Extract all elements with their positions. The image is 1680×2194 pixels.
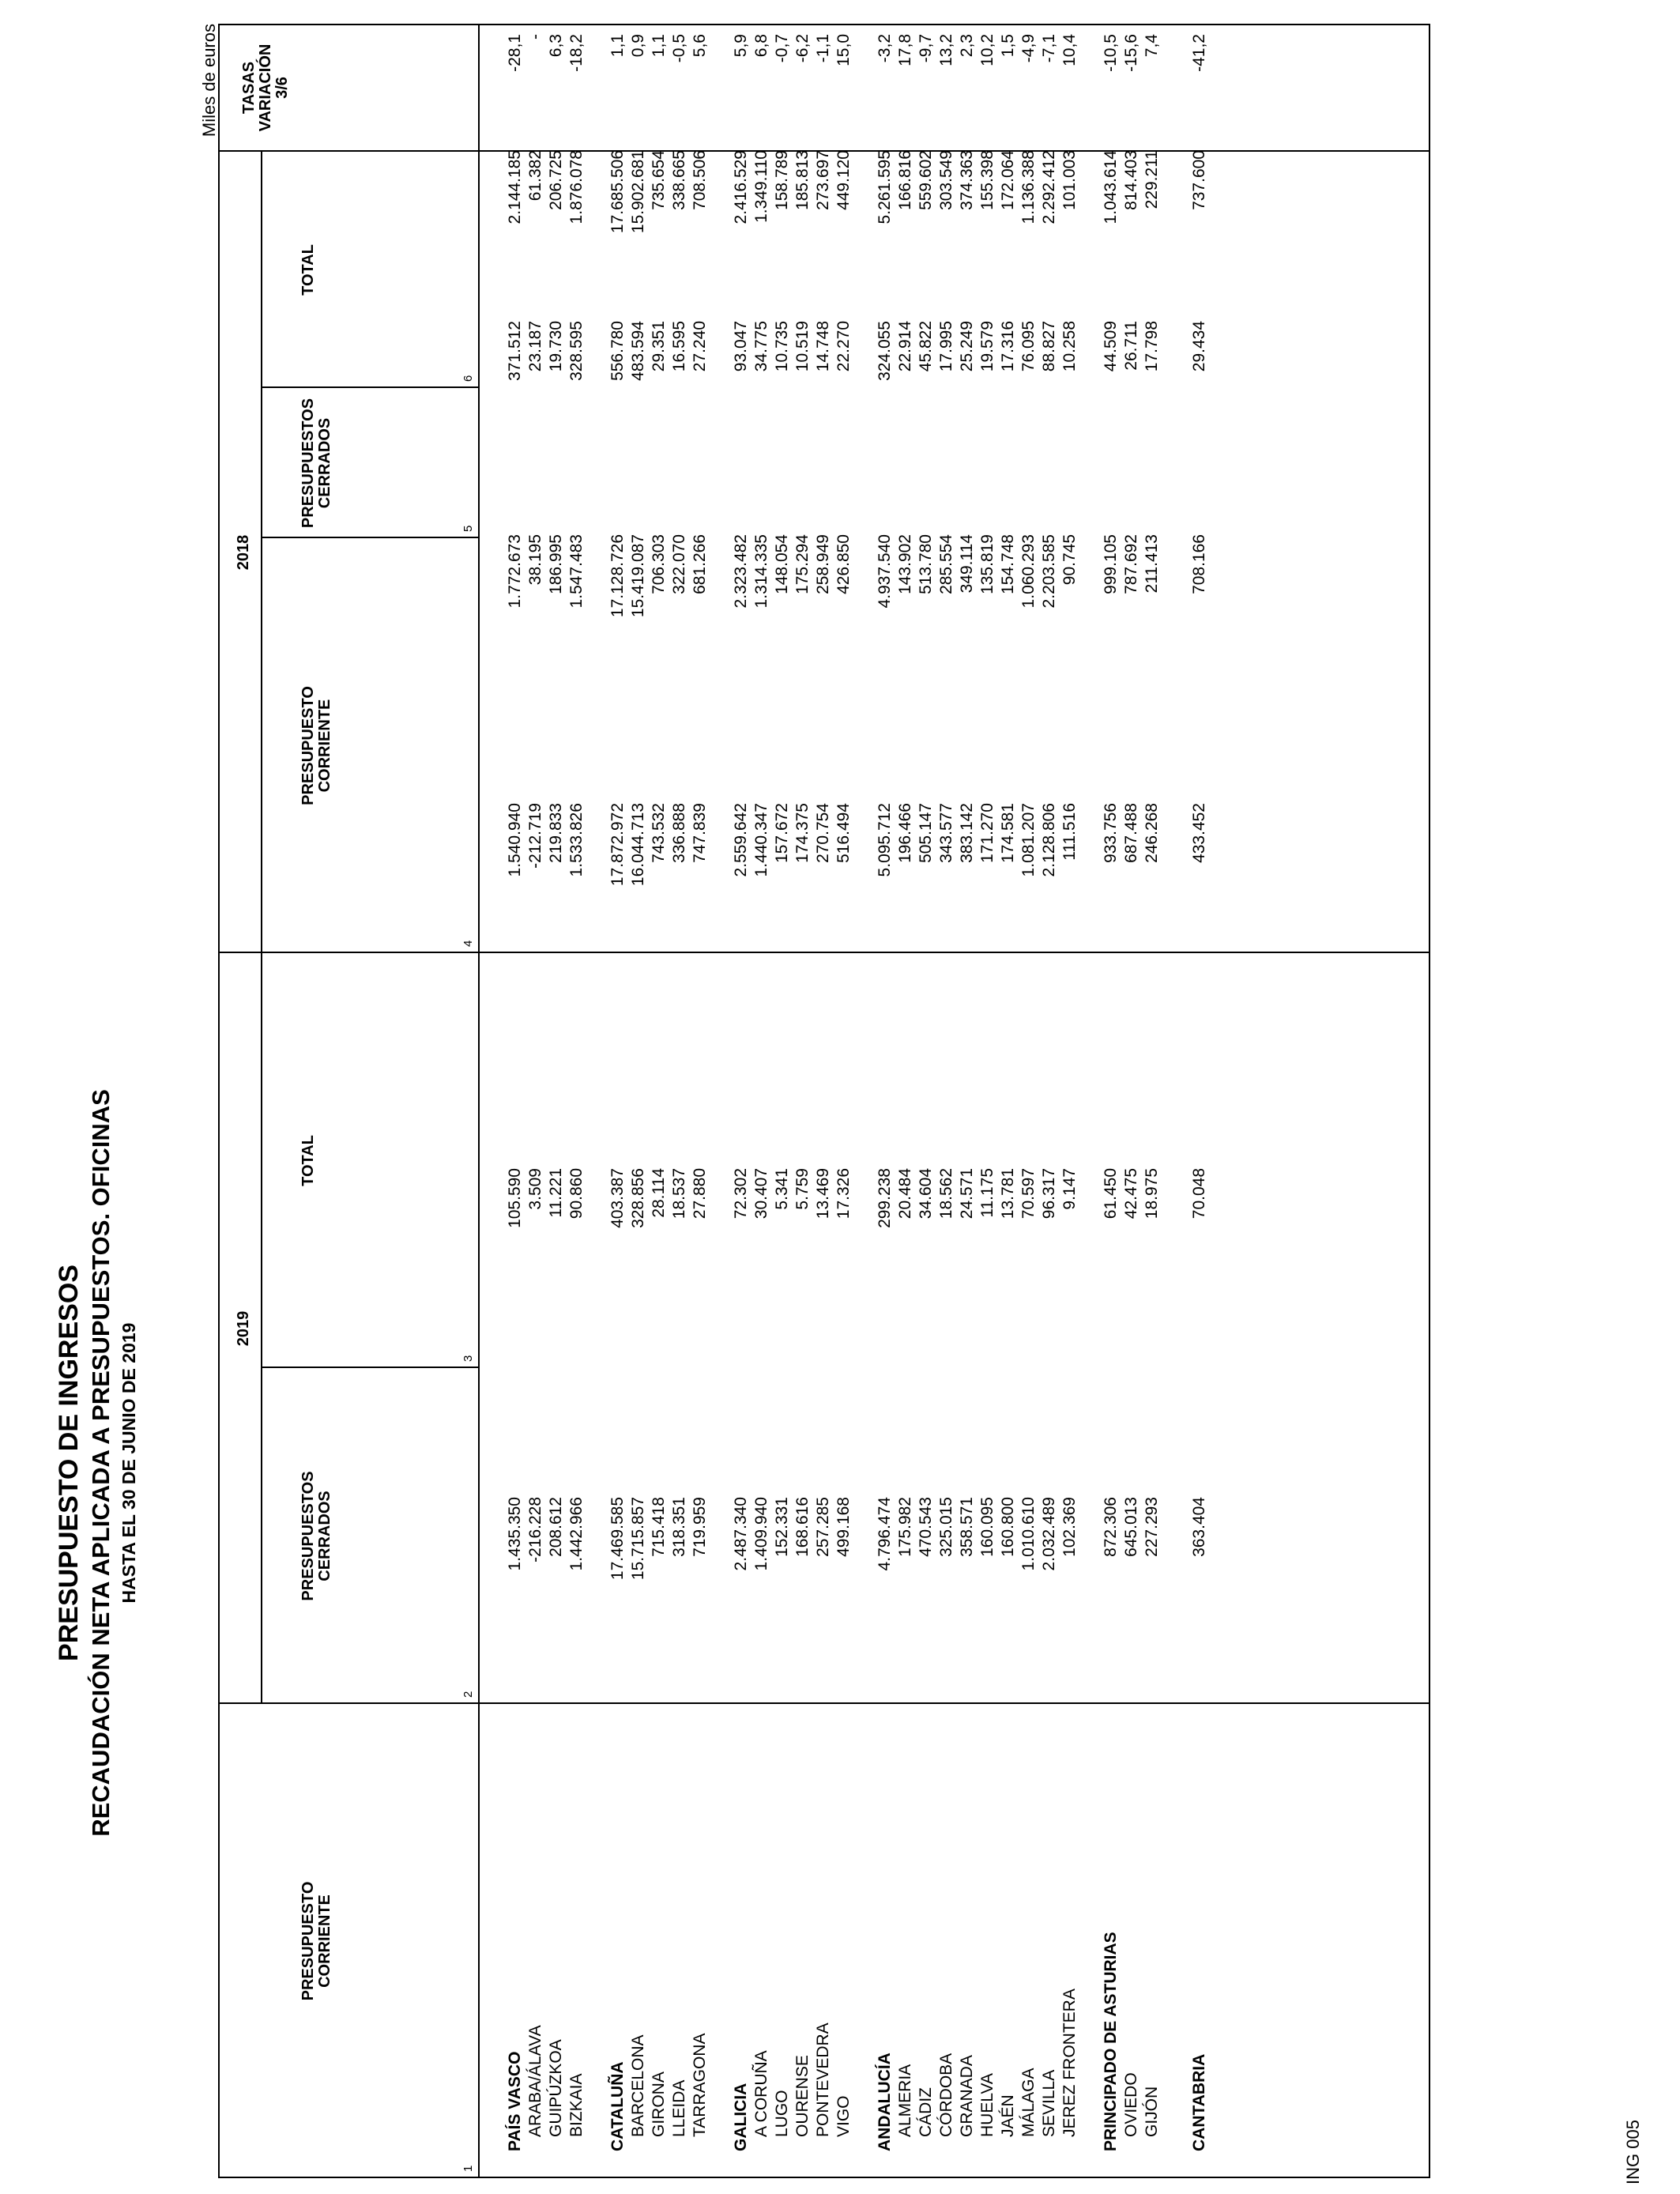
cell-value: 1.533.826 [567,803,586,877]
cell-value: 358.571 [958,1497,976,1557]
table-row [650,24,670,2178]
cell-value: 737.600 [1190,150,1208,210]
region-label: GALICIA [732,2083,750,2151]
cell-value: 5.759 [793,1168,812,1210]
cell-value: 270.754 [814,803,832,863]
cell-value: 299.238 [876,1168,894,1228]
cell-value: 1.081.207 [1019,803,1038,877]
table-row [1102,24,1122,2178]
cell-value: 13,2 [937,34,955,66]
office-label: ALMERIA [896,2064,914,2137]
column-header: PRESUPUESTOS CERRADOS [299,398,333,529]
cell-value: 2.487.340 [732,1497,750,1571]
cell-value: 1.440.347 [752,803,770,877]
cell-value: 1.136.388 [1019,150,1038,224]
cell-value: 101.003 [1060,150,1079,210]
cell-value: 1.540.940 [506,803,524,877]
office-label: CÓRDOBA [937,2053,955,2137]
cell-value: 10.735 [773,321,791,372]
cell-value: 90.860 [567,1168,586,1220]
cell-value: 706.303 [650,534,668,594]
cell-value: 96.317 [1040,1168,1058,1220]
cell-value: 433.452 [1190,803,1208,863]
cell-value: -9,7 [917,34,935,63]
cell-value: 6,3 [547,34,565,58]
table-row [1190,24,1211,2178]
column-header: TOTAL [299,244,317,296]
cell-value: 70.597 [1019,1168,1038,1220]
cell-value: 0,9 [629,34,647,58]
cell-value: -6,2 [793,34,812,63]
cell-value: 2.416.529 [732,150,750,224]
table-row [958,24,978,2178]
cell-value: 2.559.642 [732,803,750,877]
cell-value: 26.711 [1122,321,1140,371]
cell-value: -212.719 [526,803,544,869]
cell-value: 1.772.673 [506,534,524,609]
cell-value: 687.488 [1122,803,1140,863]
cell-value: 219.833 [547,803,565,863]
cell-value: -0,5 [670,34,688,63]
column-number: 4 [461,940,475,947]
cell-value: 872.306 [1102,1497,1120,1557]
office-label: LUGO [773,2090,791,2137]
date-line: HASTA EL 30 DE JUNIO DE 2019 [119,1322,139,1604]
table-row [1019,24,1040,2178]
office-label: ARABA/ÁLAVA [526,2025,544,2137]
cell-value: 27.240 [691,321,709,372]
cell-value: 708.506 [691,150,709,210]
cell-value: 383.142 [958,803,976,863]
cell-value: 5,9 [732,34,750,58]
cell-value: -0,7 [773,34,791,63]
office-label: OURENSE [793,2055,812,2137]
cell-value: 318.351 [670,1497,688,1557]
cell-value: 273.697 [814,150,832,210]
cell-value: 787.692 [1122,534,1140,594]
cell-value: 152.331 [773,1497,791,1557]
cell-value: 10,4 [1060,34,1079,66]
cell-value: 303.549 [937,150,955,210]
cell-value: 513.780 [917,534,935,594]
cell-value: 29.351 [650,321,668,372]
page-subtitle: RECAUDACIÓN NETA APLICADA A PRESUPUESTOS. OFICINAS [87,1089,115,1837]
office-label: A CORUÑA [752,2050,770,2137]
year-2018-label: 2018 [235,534,252,571]
cell-value: 1.060.293 [1019,534,1038,609]
cell-value: 28.114 [650,1168,668,1218]
column-header: PRESUPUESTO CORRIENTE [299,1881,333,2001]
cell-value: 258.949 [814,534,832,594]
cell-value: 174.581 [999,803,1017,863]
table-row [567,24,588,2178]
cell-value: 1.442.966 [567,1497,586,1571]
cell-value: 3.509 [526,1168,544,1210]
cell-value: 168.616 [793,1497,812,1557]
cell-value: 10,2 [978,34,996,66]
cell-value: 10.258 [1060,321,1079,372]
table-row [547,24,567,2178]
office-label: LLEIDA [670,2079,688,2137]
cell-value: 246.268 [1143,803,1161,863]
cell-value: 22.270 [834,321,853,372]
cell-value: -18,2 [567,34,586,72]
cell-value: 2.203.585 [1040,534,1058,609]
cell-value: 17,8 [896,34,914,66]
cell-value: 449.120 [834,150,853,210]
cell-value: 1.409.940 [752,1497,770,1571]
cell-value: 556.780 [608,321,627,381]
units-label: Miles de euros [199,24,219,138]
year-2019-label: 2019 [235,1310,252,1347]
cell-value: 2.144.185 [506,150,524,224]
cell-value: 933.756 [1102,803,1120,863]
cell-value: 70.048 [1190,1168,1208,1220]
cell-value: 328.856 [629,1168,647,1228]
cell-value: 19.579 [978,321,996,372]
cell-value: 1,1 [608,34,627,58]
cell-value: 19.730 [547,321,565,372]
header-bottom-rule [478,24,480,2178]
office-label: HUELVA [978,2073,996,2137]
cell-value: 160.800 [999,1497,1017,1557]
cell-value: 2.292.412 [1040,150,1058,224]
cell-value: 20.484 [896,1168,914,1220]
cell-value: 17.798 [1143,321,1161,372]
col5-header-border [261,537,478,538]
cell-value: -7,1 [1040,34,1058,63]
cell-value: 229.211 [1143,150,1161,209]
cell-value: 715.418 [650,1497,668,1557]
cell-value: 426.850 [834,534,853,594]
cell-value: 814.403 [1122,150,1140,210]
table-row [814,24,834,2178]
office-label: GIJÓN [1143,2086,1161,2137]
cell-value: 13.781 [999,1168,1017,1220]
region-label: CATALUÑA [608,2061,627,2151]
cell-value: 34.775 [752,321,770,372]
cell-value: 160.095 [978,1497,996,1557]
table-row [896,24,917,2178]
cell-value: 349.114 [958,534,976,594]
table-row [937,24,958,2178]
year-header-rule [261,152,262,1704]
cell-value: 25.249 [958,321,976,372]
cell-value: 719.959 [691,1497,709,1557]
cell-value: 15.419.087 [629,534,647,618]
cell-value: 343.577 [937,803,955,863]
cell-value: 16.044.713 [629,803,647,887]
office-label: JEREZ FRONTERA [1060,1989,1079,2137]
table-row [1122,24,1143,2178]
cell-value: 148.054 [773,534,791,594]
cell-value: 17.326 [834,1168,853,1220]
office-label: JAÉN [999,2094,1017,2137]
cell-value: 16.595 [670,321,688,372]
cell-value: 27.880 [691,1168,709,1220]
office-label: CÁDIZ [917,2087,935,2137]
office-label: SEVILLA [1040,2069,1058,2137]
cell-value: 158.789 [773,150,791,210]
column-header: PRESUPUESTO CORRIENTE [299,686,333,805]
cell-value: 743.532 [650,803,668,863]
table-row [629,24,650,2178]
region-label: PAÍS VASCO [506,2051,524,2151]
column-header: PRESUPUESTOS CERRADOS [299,1471,333,1601]
cell-value: 6,8 [752,34,770,58]
cell-value: 30.407 [752,1168,770,1220]
region-label: PRINCIPADO DE ASTURIAS [1102,1932,1120,2151]
cell-value: 9.147 [1060,1168,1079,1210]
cell-value: 34.604 [917,1168,935,1220]
page-title: PRESUPUESTO DE INGRESOS [54,1265,84,1661]
cell-value: 29.434 [1190,321,1208,372]
cell-value: 174.375 [793,803,812,863]
footer-code: ING 005 [1623,2120,1643,2185]
office-label: GRANADA [958,2055,976,2137]
cell-value: 15.902.681 [629,150,647,234]
cell-value: 371.512 [506,321,524,381]
cell-value: 13.469 [814,1168,832,1220]
cell-value: -4,9 [1019,34,1038,63]
cell-value: 499.168 [834,1497,853,1557]
cell-value: 38.195 [526,534,544,586]
cell-value: 322.070 [670,534,688,594]
cell-value: 76.095 [1019,321,1038,372]
cell-value: 185.813 [793,150,812,210]
cell-value: 171.270 [978,803,996,863]
cell-value: 483.594 [629,321,647,381]
cell-value: 72.302 [732,1168,750,1220]
office-label: GUIPÚZKOA [547,2039,565,2137]
column-number: 6 [461,375,475,382]
cell-value: 338.665 [670,150,688,210]
col2-header-border [261,1367,478,1368]
table-row [793,24,814,2178]
cell-value: 23.187 [526,321,544,372]
region-label: CANTABRIA [1190,2053,1208,2151]
cell-value: 4.937.540 [876,534,894,609]
column-number: 5 [461,525,475,532]
cell-value: -28,1 [506,34,524,72]
cell-value: 61.382 [526,150,544,202]
cell-value: 14.748 [814,321,832,372]
cell-value: -10,5 [1102,34,1120,72]
cell-value: 1.435.350 [506,1497,524,1571]
cell-value: 186.995 [547,534,565,594]
cell-value: 17.128.726 [608,534,627,618]
cell-value: 505.147 [917,803,935,863]
cell-value: 18.537 [670,1168,688,1220]
cell-value: 516.494 [834,803,853,863]
cell-value: 5.261.595 [876,150,894,224]
cell-value: 4.796.474 [876,1497,894,1571]
office-label: GIRONA [650,2071,668,2137]
cell-value: 102.369 [1060,1497,1079,1557]
cell-value: 90.745 [1060,534,1079,586]
cell-value: 403.387 [608,1168,627,1228]
table-row [526,24,547,2178]
cell-value: 1,5 [999,34,1017,58]
cell-value: 105.590 [506,1168,524,1228]
cell-value: 17.872.972 [608,803,627,887]
cell-value: 17.469.585 [608,1497,627,1581]
cell-value: 154.748 [999,534,1017,594]
cell-value: 135.819 [978,534,996,594]
office-label: PONTEVEDRA [814,2022,832,2137]
column-header: TASAS VARIACIÓN 3/6 [240,43,291,132]
cell-value: 175.294 [793,534,812,594]
office-label: TARRAGONA [691,2033,709,2137]
column-number: 3 [461,1355,475,1362]
cell-value: 196.466 [896,803,914,863]
cell-value: - [526,34,544,40]
cell-value: 470.543 [917,1497,935,1557]
table-row [834,24,855,2178]
cell-value: -1,1 [814,34,832,63]
cell-value: 1.010.610 [1019,1497,1038,1571]
cell-value: 374.363 [958,150,976,210]
table-row [1060,24,1081,2178]
cell-value: 999.105 [1102,534,1120,594]
cell-value: 42.475 [1122,1168,1140,1220]
cell-value: 1.043.614 [1102,150,1120,224]
cell-value: 5.095.712 [876,803,894,877]
table-row [608,24,629,2178]
cell-value: 336.888 [670,803,688,863]
cell-value: 15.715.857 [629,1497,647,1581]
cell-value: 1.876.078 [567,150,586,224]
region-label: ANDALUCÍA [876,2053,894,2151]
cell-value: -3,2 [876,34,894,63]
cell-value: 211.413 [1143,534,1161,594]
cell-value: 44.509 [1102,321,1120,372]
cell-value: 2.323.482 [732,534,750,609]
cell-value: 111.516 [1060,803,1079,861]
cell-value: 17.316 [999,321,1017,372]
cell-value: 88.827 [1040,321,1058,372]
cell-value: -41,2 [1190,34,1208,72]
cell-value: 7,4 [1143,34,1161,58]
cell-value: 206.725 [547,150,565,210]
cell-value: 5,6 [691,34,709,58]
cell-value: 325.015 [937,1497,955,1557]
column-header: TOTAL [299,1135,317,1186]
column-number: 1 [461,2165,475,2172]
cell-value: 17.995 [937,321,955,372]
cell-value: -15,6 [1122,34,1140,72]
cell-value: 559.602 [917,150,935,210]
cell-value: 1,1 [650,34,668,58]
cell-value: 257.285 [814,1497,832,1557]
cell-value: 10.519 [793,321,812,372]
cell-value: 708.166 [1190,534,1208,594]
table-row [876,24,896,2178]
office-label: VIGO [834,2095,853,2137]
cell-value: -216.228 [526,1497,544,1563]
office-label: BARCELONA [629,2034,647,2137]
table-row [670,24,691,2178]
table-row [917,24,937,2178]
cell-value: 2.032.489 [1040,1497,1058,1571]
cell-value: 1.349.110 [752,150,770,223]
office-label: OVIEDO [1122,2072,1140,2137]
cell-value: 18.562 [937,1168,955,1220]
cell-value: 2.128.806 [1040,803,1058,877]
cell-value: 735.654 [650,150,668,210]
cell-value: 285.554 [937,534,955,594]
col6-header-border [261,386,478,388]
cell-value: 1.547.483 [567,534,586,609]
cell-value: 93.047 [732,321,750,372]
cell-value: 1.314.335 [752,534,770,609]
cell-value: 17.685.506 [608,150,627,234]
table-row [506,24,526,2178]
cell-value: 208.612 [547,1497,565,1557]
table-row [691,24,711,2178]
cell-value: 363.404 [1190,1497,1208,1557]
cell-value: 18.975 [1143,1168,1161,1220]
cell-value: 2,3 [958,34,976,58]
cell-value: 166.816 [896,150,914,210]
cell-value: 172.064 [999,150,1017,210]
table-row [978,24,999,2178]
cell-value: 11.175 [978,1168,996,1218]
column-number: 2 [461,1691,475,1698]
table-row [1040,24,1060,2178]
cell-value: 5.341 [773,1168,791,1210]
table-row [752,24,773,2178]
cell-value: 328.595 [567,321,586,381]
cell-value: 61.450 [1102,1168,1120,1220]
office-label: MÁLAGA [1019,2068,1038,2137]
table-row [1143,24,1163,2178]
cell-value: 227.293 [1143,1497,1161,1557]
cell-value: 324.055 [876,321,894,381]
cell-value: 22.914 [896,321,914,372]
cell-value: 45.822 [917,321,935,372]
cell-value: 155.398 [978,150,996,210]
cell-value: 645.013 [1122,1497,1140,1557]
table-row [773,24,793,2178]
table-row [999,24,1019,2178]
cell-value: 24.571 [958,1168,976,1220]
office-label: BIZKAIA [567,2073,586,2137]
cell-value: 747.839 [691,803,709,863]
cell-value: 15,0 [834,34,853,66]
table-row [732,24,752,2178]
cell-value: 175.982 [896,1497,914,1557]
cell-value: 143.902 [896,534,914,594]
cell-value: 681.266 [691,534,709,594]
cell-value: 157.672 [773,803,791,863]
cell-value: 11.221 [547,1168,565,1218]
